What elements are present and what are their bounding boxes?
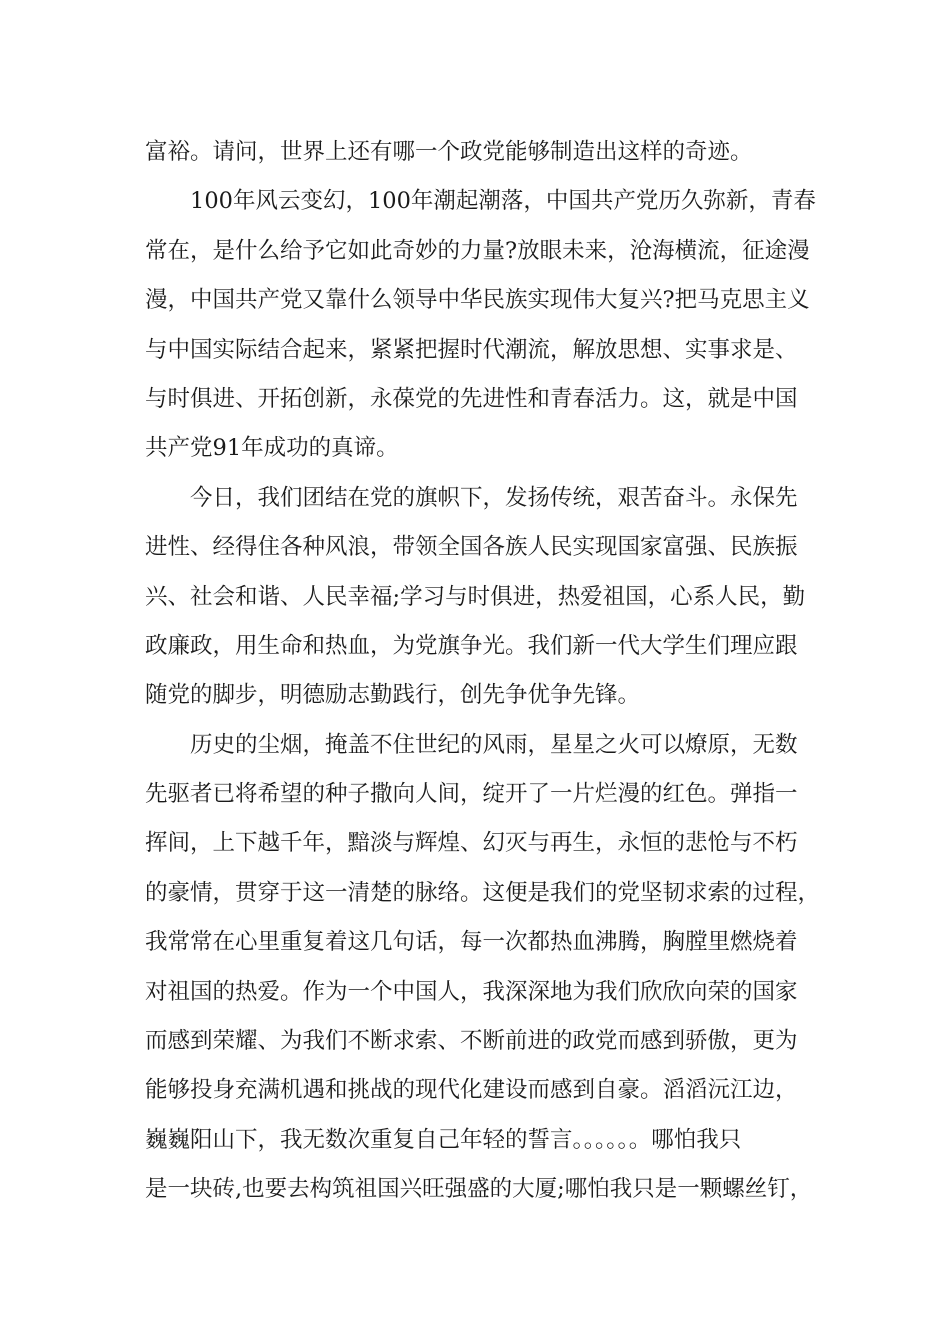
text-line: 富裕。请问，世界上还有哪一个政党能够制造出这样的奇迹。 (145, 139, 753, 165)
text-line: 漫，中国共产党又靠什么领导中华民族实现伟大复兴?把马克思主义 (145, 287, 810, 314)
text-line: 历史的尘烟，掩盖不住世纪的风雨，星星之火可以燎原，无数 (190, 731, 798, 758)
text-line: 是一块砖,也要去构筑祖国兴旺强盛的大厦;哪怕我只是一颗螺丝钉， (145, 1176, 813, 1203)
text-line: 的豪情，贯穿于这一清楚的脉络。这便是我们的党坚韧求索的过程， (145, 879, 821, 906)
text-line: 共产党91年成功的真谛。 (145, 435, 399, 462)
text-line: 与中国实际结合起来，紧紧把握时代潮流，解放思想、实事求是、 (145, 336, 798, 363)
text-line: 先驱者已将希望的种子撒向人间，绽开了一片烂漫的红色。弹指一 (145, 781, 798, 808)
text-line: 与时俱进、开拓创新，永葆党的先进性和青春活力。这，就是中国 (145, 385, 798, 412)
text-line: 100年风云变幻，100年潮起潮落，中国共产党历久弥新，青春 (190, 188, 816, 215)
text-line: 随党的脚步，明德励志勤践行，创先争优争先锋。 (145, 682, 641, 709)
text-line: 我常常在心里重复着这几句话，每一次都热血沸腾，胸膛里燃烧着 (145, 929, 798, 956)
text-line: 进性、经得住各种风浪，带领全国各族人民实现国家富强、民族振 (145, 534, 798, 561)
text-line: 挥间，上下越千年，黯淡与辉煌、幻灭与再生，永恒的悲怆与不朽 (145, 830, 798, 857)
text-line: 而感到荣耀、为我们不断求索、不断前进的政党而感到骄傲，更为 (145, 1028, 798, 1055)
paragraph (145, 177, 825, 473)
text-line: 巍巍阳山下，我无数次重复自己年轻的誓言。。。。。。哪怕我只 (145, 1126, 742, 1153)
text-line: 兴、社会和谐、人民幸福;学习与时俱进，热爱祖国，心系人民，勤 (145, 583, 806, 610)
text-line: 能够投身充满机遇和挑战的现代化建设而感到自豪。滔滔沅江边， (145, 1077, 798, 1104)
document-body (145, 128, 825, 1215)
text-line: 今日，我们团结在党的旗帜下，发扬传统，艰苦奋斗。永保先 (190, 484, 798, 511)
paragraph (145, 474, 825, 721)
paragraph (145, 128, 825, 177)
text-line: 政廉政，用生命和热血，为党旗争光。我们新一代大学生们理应跟 (145, 632, 798, 659)
paragraph (145, 721, 825, 1215)
text-line: 对祖国的热爱。作为一个中国人，我深深地为我们欣欣向荣的国家 (145, 978, 798, 1005)
text-line: 常在，是什么给予它如此奇妙的力量?放眼未来，沧海横流，征途漫 (145, 237, 810, 264)
